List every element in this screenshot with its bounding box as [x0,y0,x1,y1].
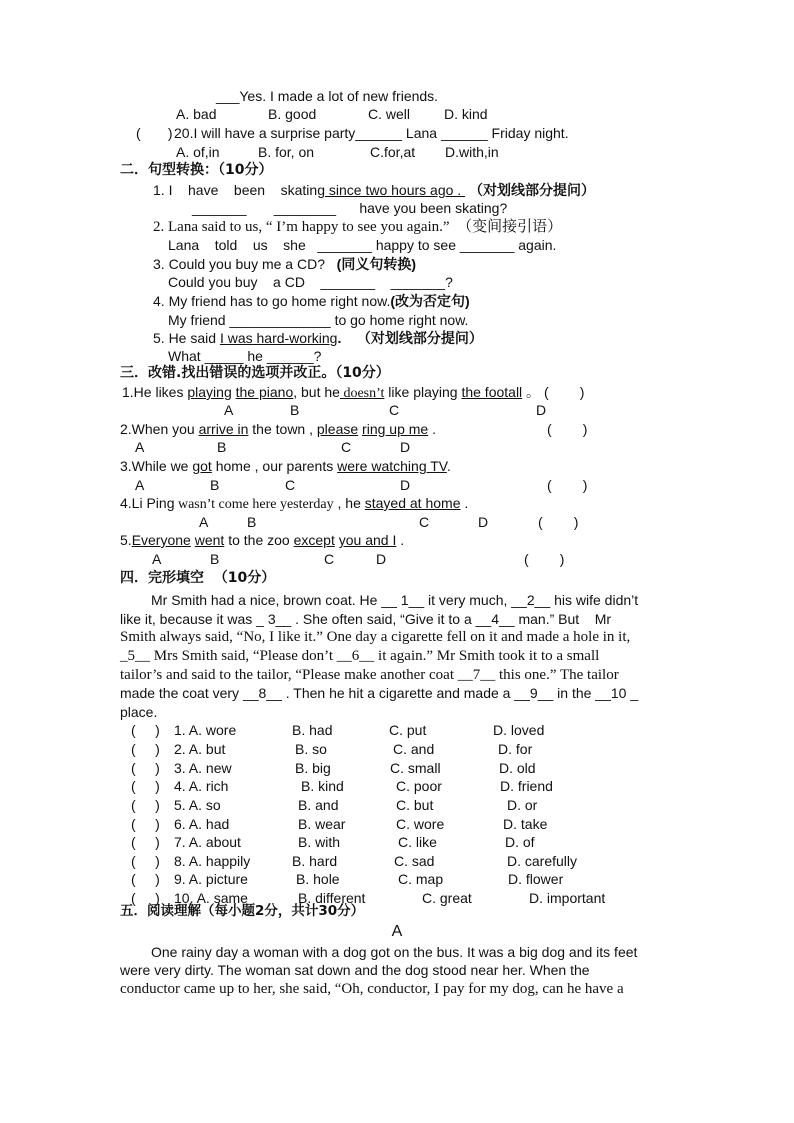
section2-q4-line2: My friend _____________ to go home right now. [168,312,469,328]
section3-s3 [120,457,451,475]
cloze-option: B. had [292,722,333,738]
section4-title: 四．完形填空 （10分） [120,570,276,586]
section2-q1-line1 [153,181,595,199]
cloze-option: C. great [422,890,472,906]
section4-passage-line4: _5__ Mrs Smith said, “Please don’t __6__ it again.” Mr Smith took it to a small [120,648,600,664]
s4-end: . [460,495,469,511]
cloze-paren[interactable]: ( ) [131,778,160,794]
cloze-paren[interactable]: ( ) [131,797,160,813]
cloze-option: 1. A. wore [174,722,237,738]
s4-letter-d: D [478,514,489,530]
section2-q2-line1: 2. Lana said to us, “ I’m happy to see you again.” （变间接引语） [153,219,563,235]
section5-passage-line3: conductor came up to her, she said, “Oh, conductor, I pay for my dog, can he have a [120,981,624,997]
q19-blank: ___ [216,88,240,104]
cloze-option: D. take [503,816,548,832]
q5-instruction: . （对划线部分提问） [337,330,483,346]
s5-part-c: except [293,532,335,548]
s5-part-b: went [194,532,225,548]
cloze-option: 2. A. but [174,741,226,757]
cloze-option: B. hole [296,871,340,887]
q19-text: Yes. I made a lot of new friends. [239,88,439,104]
cloze-paren[interactable]: ( ) [131,760,160,776]
s3-letter-b: B [210,477,220,493]
cloze-option: 4. A. rich [174,778,229,794]
s3-paren: ( ) [547,477,588,493]
section5-title: 五．阅读理解（每小题2分，共计30分） [120,903,365,919]
cloze-option: D. old [499,760,536,776]
cloze-option: B. wear [298,816,346,832]
s1-mid2: like playing [384,384,462,400]
cloze-option: 5. A. so [174,797,221,813]
section2-q5-line2: What _____ he ______? [168,348,322,364]
cloze-option: C. like [398,834,437,850]
q1-text: 1. I have been skating [153,182,325,198]
s5-letter-d: D [376,551,387,567]
q20-option-a: A. of,in [176,144,220,160]
s1-letter-b: B [290,402,300,418]
s2-part-a: arrive in [198,421,249,437]
cloze-paren[interactable]: ( ) [131,890,160,906]
q20-option-b: B. for, on [258,144,315,160]
s4-letter-c: C [419,514,430,530]
s4-mid: wasn’t come here yesterday [174,497,334,512]
s2-letter-b: B [217,439,227,455]
s1-part-a: playing [187,384,232,400]
s3-mid: home , our parents [211,458,338,474]
section2-q3-line1 [153,255,416,273]
section3-s5 [120,531,404,549]
cloze-option: C. put [389,722,427,738]
cloze-option: C. poor [396,778,442,794]
cloze-option: C. sad [394,853,435,869]
s3-letter-c: C [285,477,296,493]
s3-part-b: were watching TV [337,458,447,474]
cloze-option: B. so [295,741,327,757]
s2-pre: 2.When you [120,421,199,437]
s5-part-a: Everyone [131,532,191,548]
cloze-option: B. and [298,797,339,813]
q5-text: 5. He said [153,330,220,346]
q20-option-c: C.for,at [370,144,416,160]
section4-passage-line6: made the coat very __8__ . Then he hit a cigarette and made a __9__ in the __10 _ [120,685,639,701]
section4-passage-line2: like it, because it was _ 3__ . She often said, “Give it to a __4__ man.” But Mr [120,611,612,627]
q19-answer-line [216,87,438,105]
section2-title: 二．句型转换：（10分） [120,162,273,178]
cloze-option: D. friend [500,778,553,794]
section2-q1-line2: _______ ________ have you been skating? [192,200,508,216]
s4-letter-a: A [199,514,209,530]
cloze-option: D. for [498,741,533,757]
s3-letter-d: D [400,477,411,493]
q1-underlined: since two hours ago . [325,182,466,198]
q3-instruction: (同义句转换) [336,256,416,272]
cloze-option: C. but [396,797,434,813]
cloze-option: C. and [393,741,435,757]
s1-part-c: doesn’t [339,386,385,401]
s3-pre: 3.While we [120,458,193,474]
cloze-option: B. big [295,760,331,776]
s3-letter-a: A [135,477,145,493]
s5-pre: 5. [120,532,132,548]
section5-subtitle: A [391,923,403,940]
s5-letter-b: B [210,551,220,567]
q3-text: 3. Could you buy me a CD? [153,256,337,272]
s1-end: 。 ( ) [522,384,585,400]
section4-passage-line5: tailor’s and said to the tailor, “Please make another coat __7__ this one.” The tailor [120,667,619,683]
section2-q3-line2: Could you buy a CD _______ _______? [168,274,453,290]
cloze-option: B. kind [301,778,344,794]
cloze-option: 8. A. happily [174,853,251,869]
s5-letter-a: A [152,551,162,567]
s5-letter-c: C [324,551,335,567]
cloze-option: B. different [298,890,366,906]
s2-mid: the town , [248,421,317,437]
s5-mid: to the zoo [224,532,294,548]
section4-passage-line1: Mr Smith had a nice, brown coat. He __ 1__ it very much, __2__ his wife didn’t [151,592,639,608]
cloze-option: D. of [505,834,535,850]
s5-end: . [396,532,405,548]
cloze-option: D. or [507,797,538,813]
cloze-option: 9. A. picture [174,871,248,887]
q20-paren: ( ) [136,125,173,141]
section3-title: 三．改错.找出错误的选项并改正。（10分） [120,365,390,381]
cloze-paren[interactable]: ( ) [131,816,160,832]
q4-instruction: (改为否定句) [390,293,470,309]
s5-paren: ( ) [524,551,565,567]
section2-q2-line2: Lana told us she _______ happy to see _______ again. [168,237,557,253]
s1-pre: 1.He likes [122,384,188,400]
cloze-paren[interactable]: ( ) [131,853,160,869]
s2-letter-c: C [341,439,352,455]
s1-mid: , but he [293,384,340,400]
section5-passage-line1: One rainy day a woman with a dog got on the bus. It was a big dog and its feet [151,944,638,960]
section5-passage-line2: were very dirty. The woman sat down and the dog stood near her. When the [120,962,590,978]
cloze-paren[interactable]: ( ) [131,871,160,887]
s5-part-d: you and I [338,532,397,548]
s4-paren: ( ) [538,514,579,530]
cloze-option: C. small [390,760,441,776]
q20-option-d: D.with,in [445,144,499,160]
section4-passage-line3: Smith always said, “No, I like it.” One day a cigarette fell on it and made a hole in it, [120,629,631,645]
q5-underlined: I was hard-working [219,330,338,346]
section2-q4-line1 [153,292,470,310]
q19-option-c: C. well [368,106,411,122]
cloze-option: B. with [298,834,341,850]
section3-s2 [120,420,436,438]
cloze-option: D. carefully [507,853,578,869]
cloze-paren[interactable]: ( ) [131,741,160,757]
section3-s4 [120,494,468,514]
cloze-option: 10. A. same [174,890,248,906]
section4-passage-line7: place. [120,704,158,720]
cloze-option: C. map [398,871,444,887]
s1-letter-c: C [389,402,400,418]
cloze-option: D. flower [508,871,564,887]
cloze-option: D. loved [493,722,545,738]
cloze-option: 6. A. had [174,816,230,832]
s1-letter-a: A [224,402,234,418]
s2-paren: ( ) [547,421,588,437]
cloze-option: 7. A. about [174,834,241,850]
s4-mid2: , he [333,495,365,511]
s2-part-c: ring up me [362,421,429,437]
q19-option-d: D. kind [444,106,488,122]
cloze-paren[interactable]: ( ) [131,834,160,850]
q19-option-b: B. good [268,106,317,122]
section2-q5-line1 [153,329,483,347]
s2-letter-a: A [135,439,145,455]
s4-letter-b: B [247,514,257,530]
s2-letter-d: D [400,439,411,455]
s1-part-b: the piano [235,384,294,400]
s4-part-underlined: stayed at home [364,495,461,511]
cloze-option: C. wore [396,816,445,832]
cloze-paren[interactable]: ( ) [131,722,160,738]
q1-instruction: （对划线部分提问） [465,182,595,198]
s2-end: . [428,421,436,437]
s3-end: . [446,458,451,474]
s4-pre: 4.Li Ping [120,495,175,511]
q4-text: 4. My friend has to go home right now. [153,293,391,309]
q19-option-a: A. bad [176,106,217,122]
s3-part-a: got [192,458,212,474]
section3-s1 [122,383,584,403]
q20-text: 20.I will have a surprise party______ Lana ______ Friday night. [174,125,569,141]
cloze-option: B. hard [292,853,338,869]
s2-part-b: please [316,421,359,437]
cloze-option: 3. A. new [174,760,232,776]
s1-letter-d: D [536,402,547,418]
cloze-option: D. important [529,890,606,906]
s1-part-d: the footall [461,384,523,400]
